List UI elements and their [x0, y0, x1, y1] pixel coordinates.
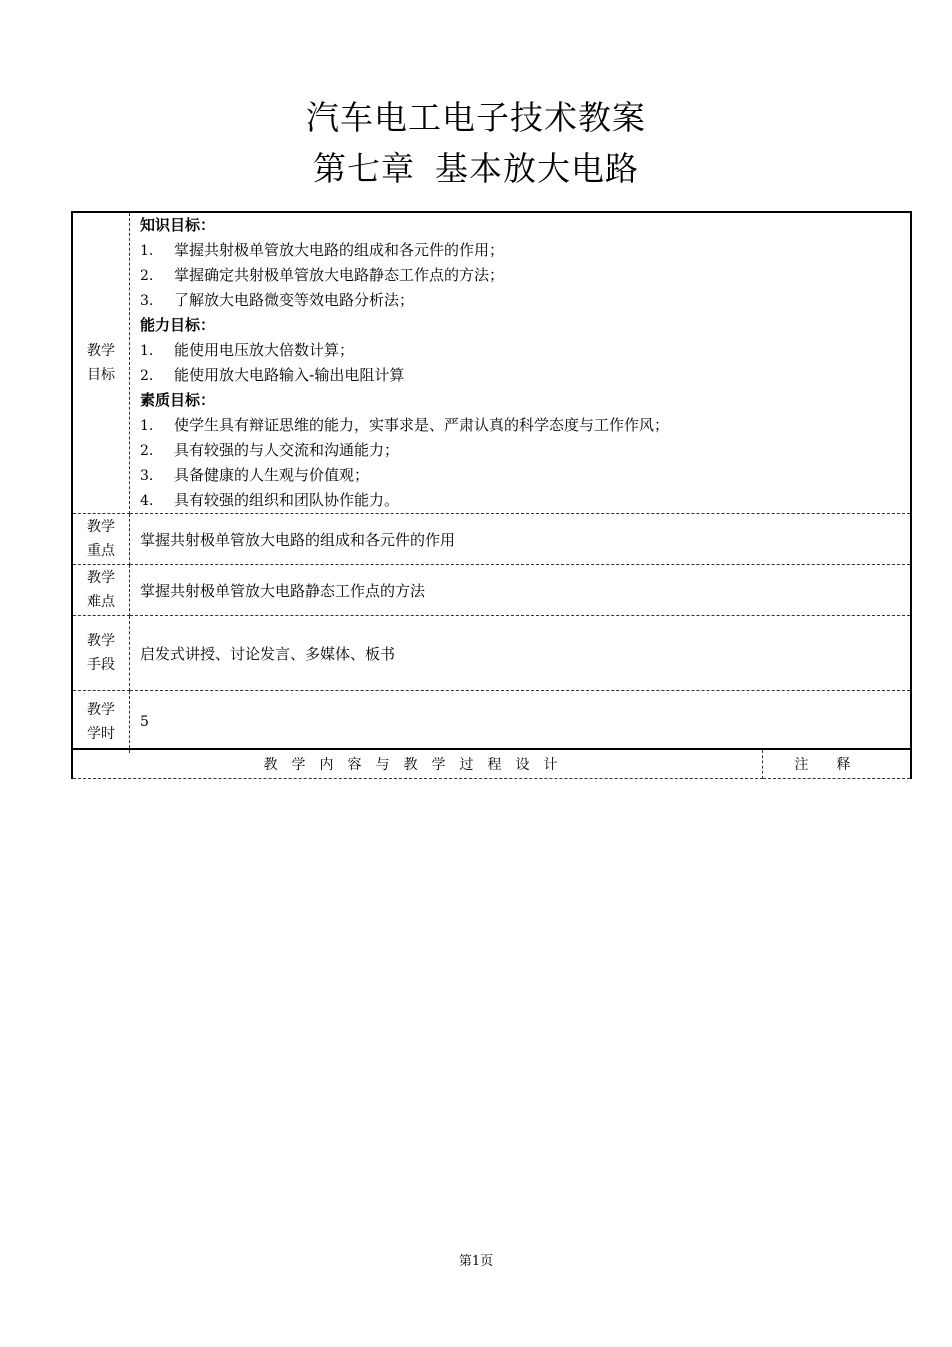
item-number: 1.	[140, 418, 154, 434]
item-number: 3.	[140, 293, 154, 309]
content-design-header: 教学内容与教学过程设计	[72, 749, 763, 779]
key-points-label-line2: 重点	[87, 543, 115, 559]
item-number: 1.	[140, 243, 154, 259]
hours-row	[72, 691, 911, 754]
methods-label	[72, 616, 130, 691]
item-number: 3.	[140, 468, 154, 484]
design-header-table	[71, 748, 912, 779]
difficulties-label-line2: 难点	[87, 594, 115, 610]
methods-label-line1: 教学	[87, 633, 115, 649]
item-number: 2.	[140, 368, 154, 384]
difficulties-row	[72, 565, 911, 616]
list-item	[140, 338, 910, 363]
knowledge-heading: 知识目标：	[140, 216, 216, 234]
list-item	[140, 488, 910, 513]
key-points-label	[72, 514, 130, 565]
item-text: 使学生具有辩证思维的能力，实事求是、严肃认真的科学态度与工作作风；	[174, 416, 670, 434]
item-number: 4.	[140, 493, 154, 509]
key-points-row	[72, 514, 911, 565]
list-item	[140, 438, 910, 463]
hours-label	[72, 691, 130, 754]
key-points-text: 掌握共射极单管放大电路的组成和各元件的作用	[130, 514, 912, 565]
quality-heading: 素质目标：	[140, 391, 216, 409]
methods-row	[72, 616, 911, 691]
hours-label-line1: 教学	[87, 702, 115, 718]
list-item	[140, 413, 910, 438]
objectives-row	[72, 212, 911, 514]
item-text: 掌握确定共射极单管放大电路静态工作点的方法；	[174, 266, 505, 284]
chapter-name: 基本放大电路	[435, 149, 639, 188]
chapter-title	[0, 143, 952, 190]
objectives-label-line1: 教学	[87, 343, 115, 359]
page-number: 第1页	[458, 1254, 494, 1269]
item-text: 了解放大电路微变等效电路分析法；	[174, 291, 415, 309]
list-item	[140, 363, 910, 388]
document-title: 汽车电工电子技术教案	[306, 98, 646, 137]
list-item	[140, 238, 910, 263]
ability-heading: 能力目标：	[140, 316, 216, 334]
difficulties-text: 掌握共射极单管放大电路静态工作点的方法	[130, 565, 912, 616]
item-text: 掌握共射极单管放大电路的组成和各元件的作用；	[174, 241, 505, 259]
methods-text: 启发式讲授、讨论发言、多媒体、板书	[130, 616, 912, 691]
hours-label-line2: 学时	[87, 726, 115, 742]
item-text: 具有较强的与人交流和沟通能力；	[174, 441, 400, 459]
methods-label-line2: 手段	[87, 657, 115, 673]
item-text: 具备健康的人生观与价值观；	[174, 466, 370, 484]
lesson-plan-table	[71, 211, 912, 753]
item-text: 具有较强的组织和团队协作能力。	[174, 491, 400, 509]
list-item	[140, 263, 910, 288]
item-text: 能使用电压放大倍数计算；	[174, 341, 355, 359]
item-text: 能使用放大电路输入-输出电阻计算	[174, 366, 405, 384]
item-number: 2.	[140, 268, 154, 284]
objectives-content	[130, 212, 912, 514]
design-header-row	[72, 749, 911, 779]
list-item	[140, 463, 910, 488]
hours-value: 5	[130, 691, 912, 754]
objectives-label	[72, 212, 130, 514]
objectives-label-line2: 目标	[87, 367, 115, 383]
chapter-number: 第七章	[313, 149, 415, 188]
difficulties-label-line1: 教学	[87, 570, 115, 586]
item-number: 2.	[140, 443, 154, 459]
list-item	[140, 288, 910, 313]
item-number: 1.	[140, 343, 154, 359]
notes-header: 注释	[763, 749, 912, 779]
difficulties-label	[72, 565, 130, 616]
key-points-label-line1: 教学	[87, 519, 115, 535]
